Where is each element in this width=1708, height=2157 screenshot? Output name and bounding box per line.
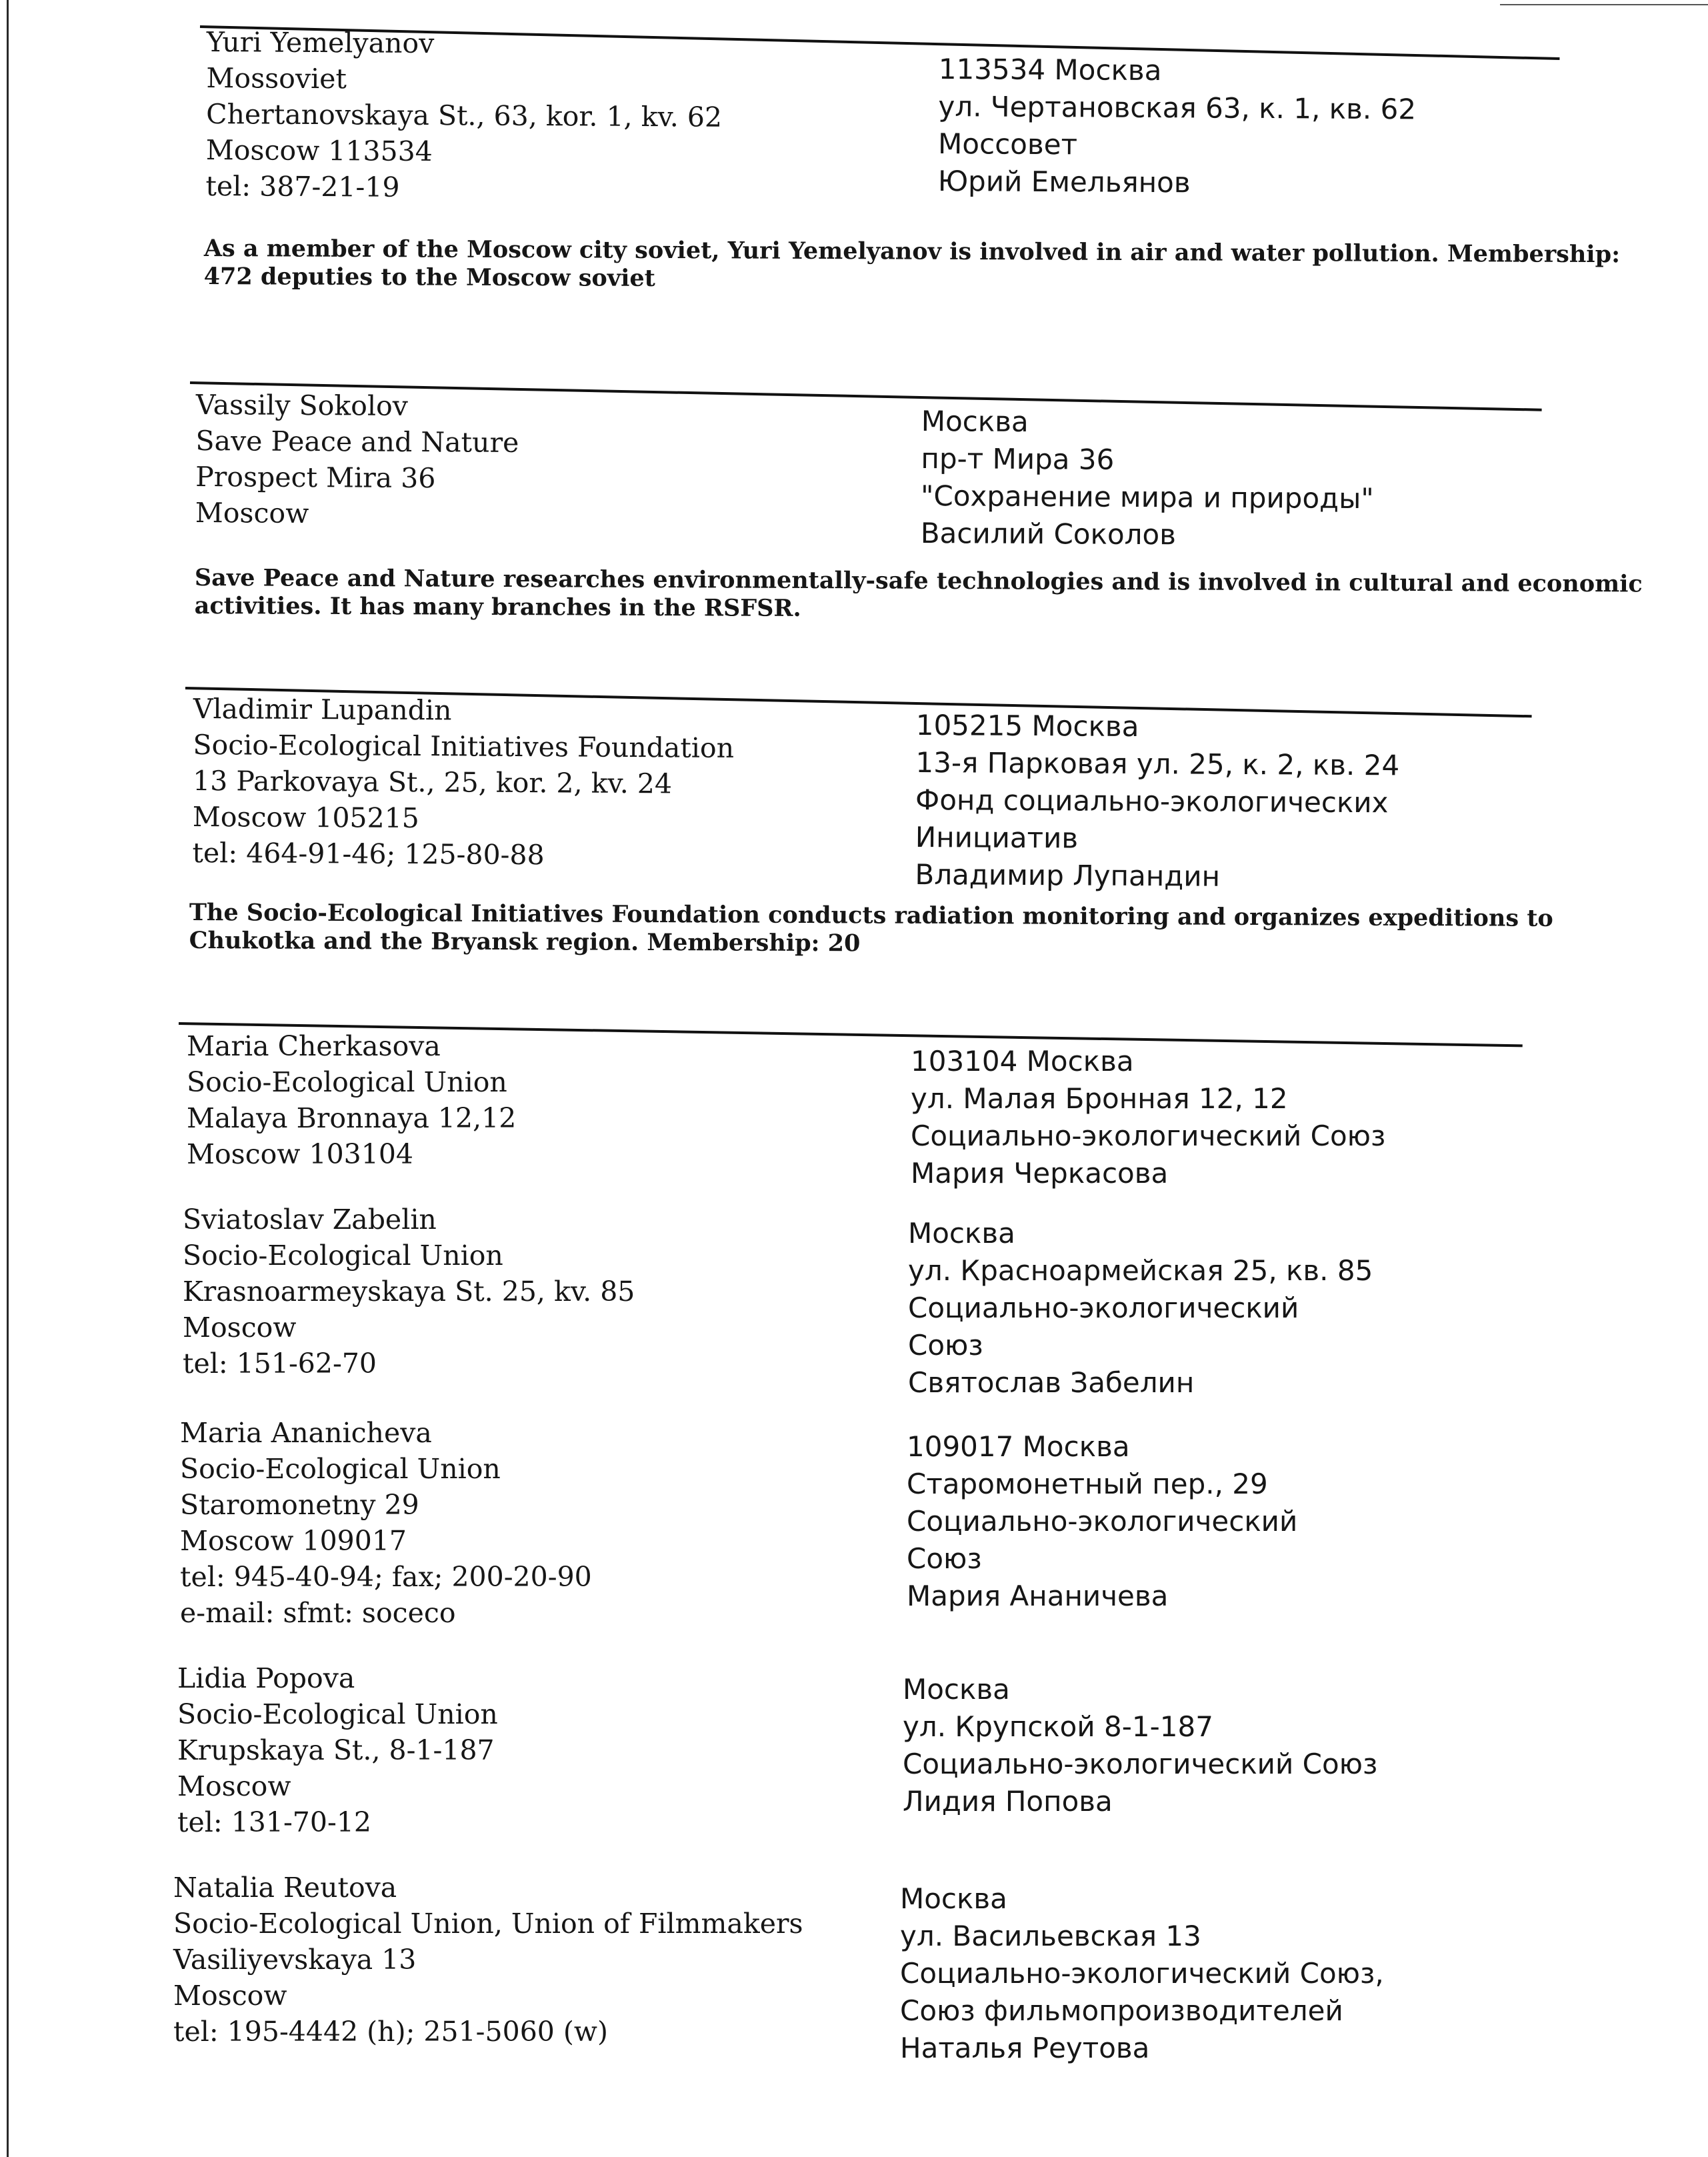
entry-4-english [187,1028,516,1172]
organization: Socio-Ecological Union [180,1453,501,1485]
entry-3-russian [915,707,1399,896]
organization: Socio-Ecological Union [177,1698,498,1730]
top-edge-mark [1500,4,1708,5]
page-left-edge [7,0,9,2157]
entry-7-russian [903,1671,1377,1820]
ru-organization-2: Союз фильмопроизводителей [900,1994,1343,2027]
city: Moscow 109017 [180,1525,407,1557]
entry-2-description [195,564,1643,626]
description-line: Chukotka and the Bryansk region. Membership: 20 [189,926,861,957]
entry-2-russian [921,403,1375,555]
ru-organization-cont: Союз [908,1329,983,1362]
phone: tel: 464-91-46; 125-80-88 [192,836,545,871]
organization: Socio-Ecological Union, Union of Filmmakers [173,1908,803,1940]
phone: tel: 131-70-12 [177,1806,372,1838]
city: Moscow [177,1770,291,1802]
ru-organization: Социально-экологический [907,1505,1298,1538]
ru-city: Москва [900,1882,1007,1915]
entry-3-english [192,691,734,874]
ru-organization-cont: Инициатив [915,820,1079,855]
contact-name: Sviatoslav Zabelin [183,1204,437,1236]
ru-street-address: Старомонетный пер., 29 [907,1468,1268,1500]
ru-city: 109017 Москва [907,1430,1130,1463]
ru-organization: Социально-экологический Союз, [900,1957,1384,1990]
city: Moscow 105215 [192,800,419,835]
description-line: activities. It has many branches in the RSFSR. [194,591,801,622]
ru-street-address: пр-т Мира 36 [921,441,1115,476]
ru-organization-cont: Союз [907,1542,982,1575]
description-line: Save Peace and Nature researches environmentally-safe technologies and is involved in cultural and economic [194,564,1643,598]
entry-5-english [183,1202,635,1382]
entry-6-russian [907,1428,1297,1615]
ru-contact-name: Святослав Забелин [908,1366,1195,1399]
city: Moscow 113534 [205,133,433,168]
contact-name: Vladimir Lupandin [193,693,452,727]
ru-contact-name: Наталья Реутова [900,2032,1150,2064]
ru-city: Москва [921,404,1029,438]
organization: Mossoviet [206,61,347,95]
city: Moscow 103104 [187,1138,413,1170]
entry-2-english [195,387,519,533]
ru-organization: Социально-экологический [908,1292,1299,1324]
entry-8-english [173,1870,803,2050]
entry-6-english [180,1415,592,1631]
phone: tel: 195-4442 (h); 251-5060 (w) [173,2016,608,2048]
entry-1-english [205,24,723,207]
ru-contact-name: Мария Черкасова [911,1157,1169,1190]
street-address: Staromonetny 29 [180,1489,419,1521]
ru-street-address: 13-я Парковая ул. 25, к. 2, кв. 24 [915,745,1400,782]
contact-name: Maria Cherkasova [187,1030,441,1062]
description-line: 472 deputies to the Moscow soviet [203,262,655,292]
street-address: Malaya Bronnaya 12,12 [187,1102,517,1134]
ru-street-address: ул. Васильевская 13 [900,1920,1201,1952]
ru-street-address: ул. Чертановская 63, к. 1, кв. 62 [938,89,1417,126]
ru-city: 105215 Москва [915,709,1139,743]
description-line: As a member of the Moscow city soviet, Yuri Yemelyanov is involved in air and water pollution. Membership: [203,235,1621,269]
organization: Socio-Ecological Union [187,1066,507,1098]
contact-name: Natalia Reutova [173,1872,397,1904]
ru-contact-name: Василий Соколов [920,516,1177,551]
organization: Save Peace and Nature [195,424,519,459]
city: Moscow [173,1980,287,2012]
contact-name: Vassily Sokolov [195,388,409,422]
phone: tel: 387-21-19 [205,169,400,203]
entry-3-description [189,899,1553,961]
organization: Socio-Ecological Union [183,1240,503,1272]
entry-5-russian [908,1215,1373,1402]
contact-name: Maria Ananicheva [180,1417,432,1449]
ru-contact-name: Лидия Попова [903,1785,1113,1818]
entry-7-english [177,1660,498,1840]
email: e-mail: sfmt: soceco [180,1597,456,1629]
entry-1-russian [938,51,1417,203]
street-address: Vasiliyevskaya 13 [173,1944,417,1976]
ru-organization: Фонд социально-экологических [915,783,1389,819]
ru-contact-name: Владимир Лупандин [915,857,1221,893]
street-address: Krasnoarmeyskaya St. 25, kv. 85 [183,1276,635,1308]
ru-city: Москва [903,1673,1010,1706]
ru-contact-name: Мария Ананичева [907,1580,1169,1612]
street-address: Chertanovskaya St., 63, kor. 1, kv. 62 [206,97,723,133]
ru-contact-name: Юрий Емельянов [937,164,1191,199]
street-address: Prospect Mira 36 [195,460,436,495]
street-address: Krupskaya St., 8-1-187 [177,1734,495,1766]
ru-organization: Моссовет [937,127,1078,161]
ru-street-address: ул. Малая Бронная 12, 12 [911,1082,1288,1115]
city: Moscow [183,1312,297,1344]
ru-city: 113534 Москва [938,52,1162,87]
ru-city: Москва [908,1217,1015,1250]
ru-street-address: ул. Крупской 8-1-187 [903,1710,1213,1743]
ru-city: 103104 Москва [911,1045,1134,1077]
ru-street-address: ул. Красноармейская 25, кв. 85 [908,1254,1373,1287]
street-address: 13 Parkovaya St., 25, kor. 2, kv. 24 [193,764,673,800]
entry-8-russian [900,1880,1384,2067]
entry-1-description [204,235,1621,297]
organization: Socio-Ecological Initiatives Foundation [193,728,735,764]
ru-organization: Социально-экологический Союз [911,1120,1386,1152]
city: Moscow [195,496,309,530]
phone: tel: 151-62-70 [183,1348,377,1380]
ru-organization: "Сохранение мира и природы" [920,479,1374,515]
description-line: The Socio-Ecological Initiatives Foundation conducts radiation monitoring and organizes expeditions to [189,899,1553,932]
entry-4-russian [911,1043,1385,1192]
ru-organization: Социально-экологический Союз [903,1748,1378,1780]
contact-name: Yuri Yemelyanov [206,25,435,60]
phone-fax: tel: 945-40-94; fax; 200-20-90 [180,1561,592,1593]
contact-name: Lidia Popova [177,1662,355,1694]
